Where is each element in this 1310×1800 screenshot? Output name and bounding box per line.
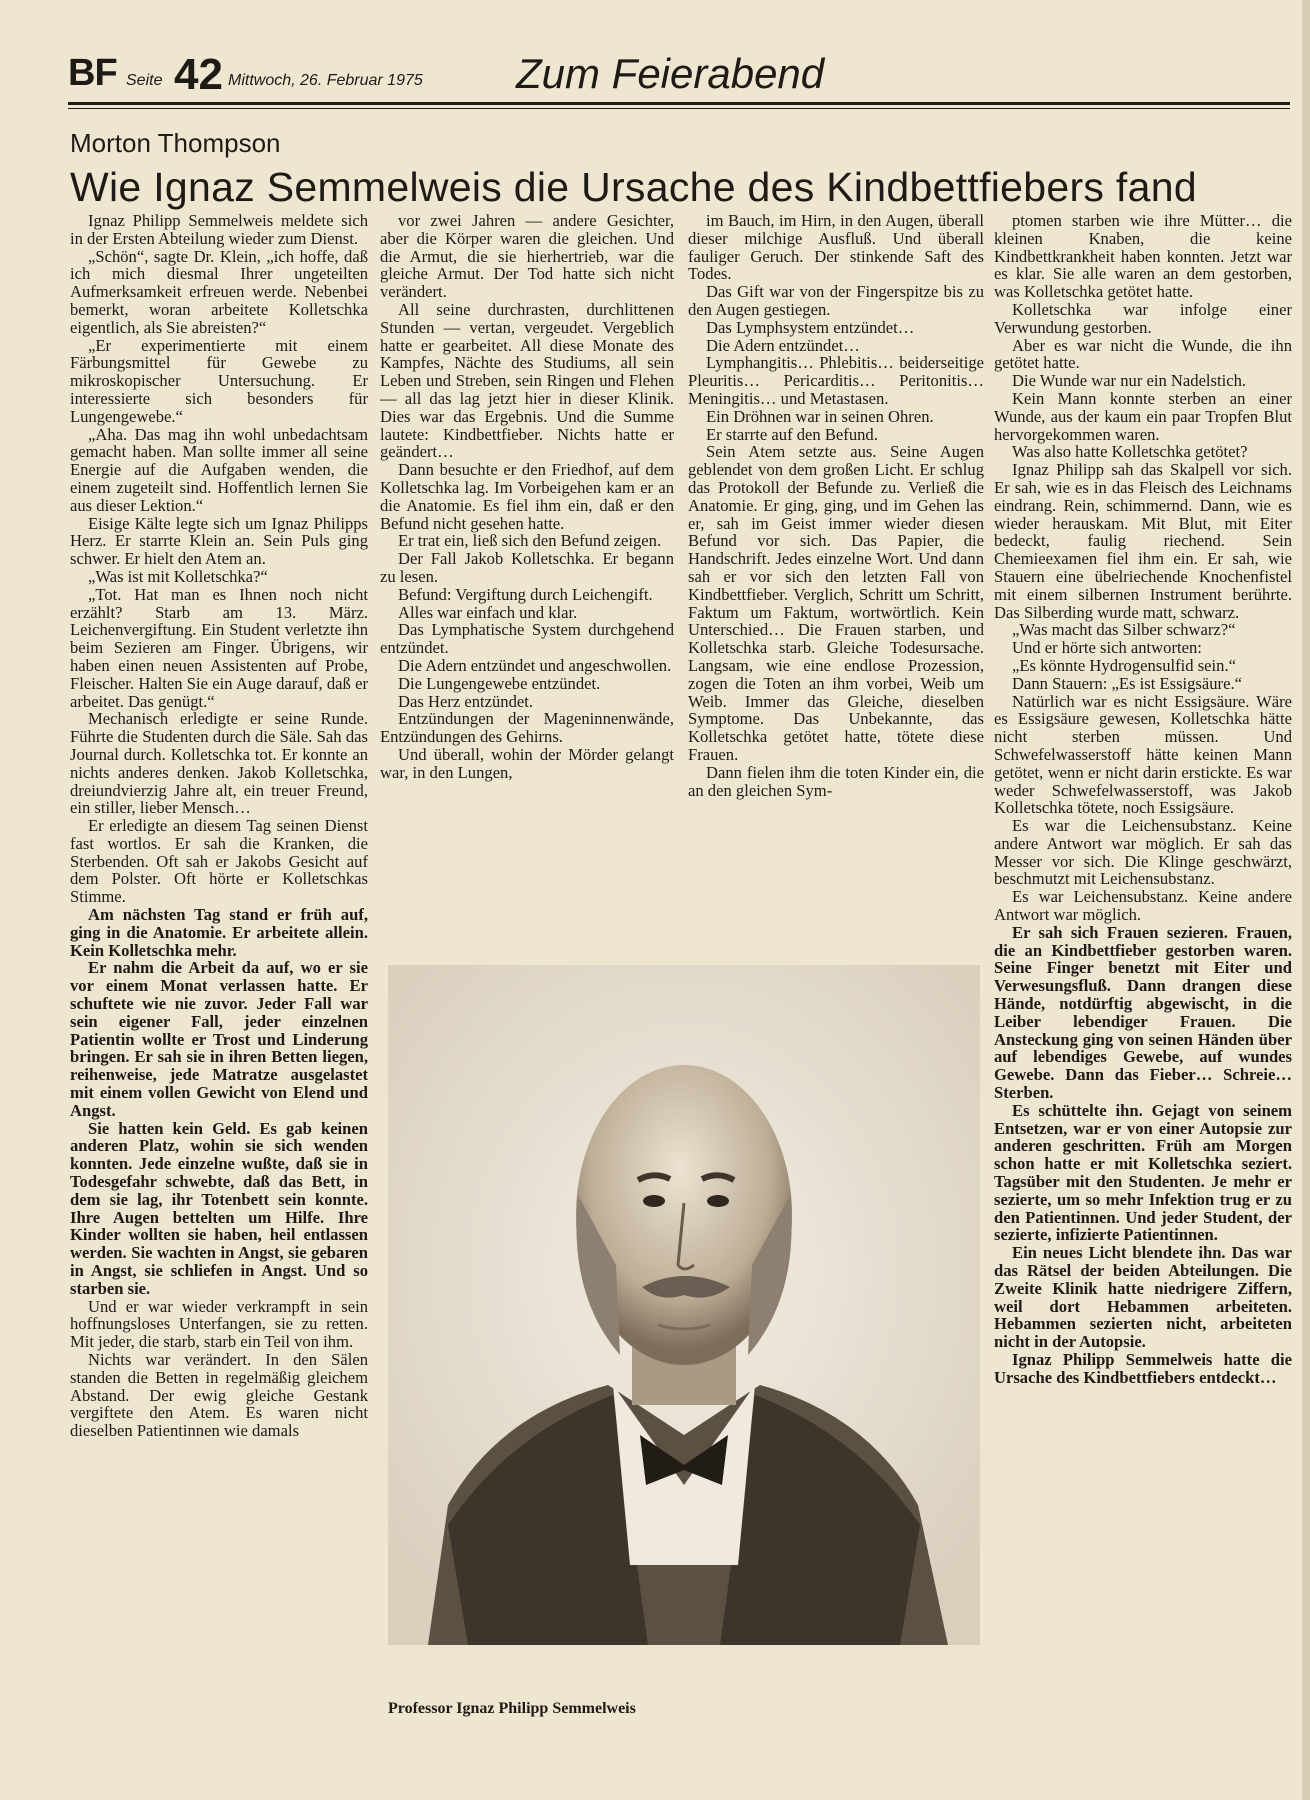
article-paragraph: Aber es war nicht die Wunde, die ihn getötet hatte. <box>994 335 1292 373</box>
page-number: 42 <box>174 50 223 99</box>
column-1 <box>70 212 368 1712</box>
article-paragraph: Lymphangitis… Phlebitis… beiderseitige Pleuritis… Pericarditis… Peritonitis… Meningitis… und Metastasen. <box>688 353 984 408</box>
newspaper-logo: BF <box>68 52 117 94</box>
article-paragraph: „Was ist mit Kolletschka?“ <box>88 566 268 586</box>
author-byline: Morton Thompson <box>70 128 281 158</box>
article-paragraph: Und überall, wohin der Mörder gelangt war, in den Lungen, <box>380 744 674 782</box>
article-paragraph: Mechanisch erledigte er seine Runde. Führte die Studenten durch die Säle. Sah das Journal durch. Kolletschka tot. Er konnte an nichts anderes denken. Jakob Kolletschka, dreiundvierzig Jahre alt, ein treuer Freund, ein stiller, lieber Mensch… <box>70 709 368 818</box>
article-paragraph: All seine durchrasten, durchlittenen Stunden — vertan, vergeudet. Vergeblich hatte er gearbeitet. All diese Monate des Kampfes, Nächte des Studiums, all sein Leben und Streben, sein Ringen und Flehen — all das lag jetzt hier in dieser Klinik. Dies war das Ergebnis. Und die Summe lautete: Kindbettfieber. Nichts hatte er geändert… <box>380 299 674 462</box>
article-paragraph: Dann besuchte er den Friedhof, auf dem Kolletschka lag. Im Vorbeigehen kam er an die Anatomie. Es fiel ihm ein, daß er den Befund nicht gesehen hatte. <box>380 460 674 533</box>
article-paragraph: Er starrte auf den Befund. <box>706 424 878 444</box>
article-paragraph: Natürlich war es nicht Essigsäure. Wäre es Essigsäure gewesen, Kolletschka hätte nicht sterben müssen. Und Schwefelwasserstoff hätte keinen Mann getötet, wenn er nicht darin erstickte. Es war weder Schwefelwasserstoff, was Jakob Kolletschka tötete, noch Essigsäure. <box>994 691 1292 818</box>
article-paragraph: Es war die Leichensubstanz. Keine andere Antwort war möglich. Er sah das Messer vor sich. Die Klinge geschwärzt, beschmutzt mit Leichensubstanz. <box>994 816 1292 889</box>
article-paragraph: „Aha. Das mag ihn wohl unbedachtsam gemacht haben. Man sollte immer all seine Energie auf die Aufgaben wenden, die einem zugeteilt sind. Hoffentlich lernen Sie aus dieser Lektion.“ <box>70 424 368 515</box>
article-paragraph: Ein neues Licht blendete ihn. Das war das Rätsel der beiden Abteilungen. Die Zweite Klinik hatte niedrigere Ziffern, weil dort Hebammen arbeiteten. Hebammen sezierten nicht, arbeiteten nicht in der Autopsie. <box>994 1243 1292 1352</box>
article-headline: Wie Ignaz Semmelweis die Ursache des Kindbettfiebers fand <box>70 164 1197 210</box>
article-paragraph: Und er war wieder verkrampft in sein hoffnungsloses Unterfangen, sie zu retten. Mit jeder, die starb, starb ein Teil von ihm. <box>70 1296 368 1352</box>
article-paragraph: Die Adern entzündet… <box>706 335 860 355</box>
column-2 <box>380 212 674 952</box>
col1-bold <box>70 906 368 1298</box>
article-paragraph: „Was macht das Silber schwarz?“ <box>1012 620 1236 640</box>
page-label: Seite <box>126 72 163 89</box>
photo-caption: Professor Ignaz Philipp Semmelweis <box>388 1700 636 1717</box>
article-paragraph: Nichts war verändert. In den Sälen standen die Betten in regelmäßig gleichem Abstand. Der ewig gleiche Gestank vergiftete den Atem. Es waren nicht dieselben Patientinnen wie damals <box>70 1350 368 1441</box>
masthead <box>68 48 1290 106</box>
article-paragraph: Befund: Vergiftung durch Leichengift. <box>398 584 653 604</box>
col3-text <box>688 212 984 799</box>
article-paragraph: Es war Leichensubstanz. Keine andere Antwort war möglich. <box>994 887 1292 925</box>
article-paragraph: Alles war einfach und klar. <box>398 602 578 622</box>
article-paragraph: Ignaz Philipp Semmelweis meldete sich in der Ersten Abteilung wieder zum Dienst. <box>70 211 368 248</box>
article-paragraph: „Schön“, sagte Dr. Klein, „ich hoffe, daß ich mich diesmal Ihrer ungeteilten Aufmerksamkeit erfreuen werde. Nebenbei bemerkt, woran arbeitete Kolletschka eigentlich, als Sie abreisten?“ <box>70 246 368 337</box>
article-paragraph: Es schüttelte ihn. Gejagt von seinem Entsetzen, war er von einer Autopsie zur anderen geschritten. Früh am Morgen schon hatte er mit Kolletschka seziert. Tagsüber mit den Studenten. Je mehr er sezierte, um so mehr Infektion trug er zu den Patientinnen. Und jeder Student, der sezierte, infizierte Patientinnen. <box>994 1100 1292 1245</box>
article-paragraph: vor zwei Jahren — andere Gesichter, aber die Körper waren die gleichen. Und die Armut, die sie hierhertrieb, war die gleiche Armut. Der Tod hatte sich nicht verändert. <box>380 211 674 302</box>
issue-date: Mittwoch, 26. Februar 1975 <box>228 72 423 89</box>
article-paragraph: Er nahm die Arbeit da auf, wo er sie vor einem Monat verlassen hatte. Er schuftete wie nie zuvor. Jeder Fall war sein eigener Fall, jeder einzelnen Patientin wollte er Trost und Linderung bringen. Er sah sie in ihren Betten liegen, reihenweise, jede Matratze ausgelastet mit einem vollen Gewicht von Elend und Angst. <box>70 958 368 1120</box>
article-paragraph: Ignaz Philipp sah das Skalpell vor sich. Er sah, wie es in das Fleisch des Leichnams eindrang. Rein, schimmernd. Dann, wie es wieder herauskam. Mit Blut, mit Eiter bedeckt, faulig riechend. Sein Chemieexamen fiel ihm ein. Er sah, wie Stauern eine übelriechende Knochenfistel mit einem silbernen Instrument berührte. Das Silberding wurde matt, schwarz. <box>994 460 1292 622</box>
article-paragraph: „Es könnte Hydrogensulfid sein.“ <box>1012 655 1236 675</box>
article-paragraph: Am nächsten Tag stand er früh auf, ging in die Anatomie. Er arbeitete allein. Kein Kolletschka mehr. <box>70 905 368 960</box>
article-paragraph: Die Wunde war nur ein Nadelstich. <box>1012 371 1247 391</box>
col1-regular <box>70 212 368 906</box>
article-paragraph: Dann Stauern: „Es ist Essigsäure.“ <box>1012 673 1242 693</box>
article-paragraph: Sie hatten kein Geld. Es gab keinen anderen Platz, wohin sie sich wenden konnten. Jede einzelne wußte, daß sie in Todesgefahr schwebte, daß das Bett, in dem sie lag, ihr Totenbett sein konnte. Ihre Augen bettelten um Hilfe. Ihre Kinder wollten sie haben, heil entlassen werden. Sie wachten in Angst, sie gebaren in Angst, sie schliefen in Angst. Und so starben sie. <box>70 1118 368 1298</box>
masthead-rule-thin <box>68 108 1290 109</box>
article-paragraph: Er erledigte an diesem Tag seinen Dienst fast wortlos. Er sah die Kranken, die Sterbenden. Oft sah er Jakobs Gesicht auf dem Polster. Oft hörte er Kolletschkas Stimme. <box>70 816 368 907</box>
article-paragraph: Ein Dröhnen war in seinen Ohren. <box>706 406 934 426</box>
portrait-photo <box>388 965 980 1645</box>
column-4 <box>994 212 1292 1732</box>
col4-bold <box>994 924 1292 1387</box>
article-paragraph: Eisige Kälte legte sich um Ignaz Philipps Herz. Er starrte Klein an. Sein Puls ging schwer. Er hielt den Atem an. <box>70 513 368 569</box>
article-paragraph: Er trat ein, ließ sich den Befund zeigen. <box>398 531 662 551</box>
article-paragraph: „Tot. Hat man es Ihnen noch nicht erzählt? Starb am 13. März. Leichenvergiftung. Ein Student verletzte ihn beim Sezieren am Finger. Übrigens, wir haben einen neuen Assistenten auf Probe, Fleischer. Halten Sie ein Auge darauf, daß er arbeitet. Das genügt.“ <box>70 584 368 711</box>
col2-text <box>380 212 674 782</box>
article-paragraph: Das Lymphatische System durchgehend entzündet. <box>380 620 674 658</box>
col1-end <box>70 1298 368 1440</box>
article-paragraph: Sein Atem setzte aus. Seine Augen geblendet von dem großen Licht. Er schlug das Protokoll der Befunde zu. Verließ die Anatomie. Er ging, ging, und im Gehen las er, sah im Geist immer wieder diesen Befund vor sich. Das Papier, die Handschrift. Jedes einzelne Wort. Und dann sah er vor sich den letzten Fall von Kindbettfieber. Verglich, Schritt um Schritt, Faktum um Faktum, wortwörtlich. Kein Unterschied… Die Frauen starben, und Kolletschka starb. Gleiche Todesursache. Langsam, wie eine endlose Prozession, zogen die Toten an ihm vorbei, Weib um Weib. Immer das Gleiche, dieselben Symptome. Das Unbekannte, das Kolletschka getötet hatte, tötete diese Frauen. <box>688 442 984 764</box>
article-paragraph: Dann fielen ihm die toten Kinder ein, die an den gleichen Sym- <box>688 762 984 800</box>
article-paragraph: Kein Mann konnte sterben an einer Wunde, aus der kaum ein paar Tropfen Blut hervorgekommen waren. <box>994 388 1292 444</box>
article-paragraph: Das Herz entzündet. <box>398 691 533 711</box>
article-paragraph: Der Fall Jakob Kolletschka. Er begann zu lesen. <box>380 549 674 586</box>
page-edge <box>1302 0 1310 1800</box>
article-paragraph: Das Lymphsystem entzündet… <box>706 317 915 337</box>
article-paragraph: „Er experimentierte mit einem Färbungsmittel für Gewebe zu mikroskopischer Untersuchung. Er interessierte sich besonders für Lungengewebe.“ <box>70 335 368 426</box>
section-title: Zum Feierabend <box>516 50 825 97</box>
article-paragraph: Die Lungengewebe entzündet. <box>398 673 601 693</box>
article-paragraph: Kolletschka war infolge einer Verwundung gestorben. <box>994 299 1292 337</box>
article-paragraph: Das Gift war von der Fingerspitze bis zu den Augen gestiegen. <box>688 282 984 319</box>
article-paragraph: im Bauch, im Hirn, in den Augen, überall dieser milchige Ausfluß. Und überall fauliger Geruch. Der stinkende Saft des Todes. <box>688 211 984 284</box>
article-paragraph: Ignaz Philipp Semmelweis hatte die Ursache des Kindbettfiebers entdeckt… <box>994 1350 1292 1387</box>
article-paragraph: Er sah sich Frauen sezieren. Frauen, die an Kindbettfieber gestorben waren. Seine Finger benetzt mit Eiter und Verwesungsfluß. Dann drangen diese Hände, notdürftig abgewischt, in die Leiber lebendiger Frauen. Die Ansteckung ging von seinen Händen über auf lebendiges Gewebe, auf wundes Gewebe. Dann das Fieber… Schreie… Sterben. <box>994 922 1292 1103</box>
column-3 <box>688 212 984 952</box>
article-paragraph: Die Adern entzündet und angeschwollen. <box>398 655 672 675</box>
article-paragraph: Und er hörte sich antworten: <box>1012 638 1202 658</box>
masthead-rule <box>68 102 1290 105</box>
article-paragraph: Was also hatte Kolletschka getötet? <box>1012 442 1248 462</box>
article-paragraph: ptomen starben wie ihre Mütter… die kleinen Knaben, die keine Kindbettkrankheit haben konnten. Jetzt war es klar. Sie alle waren an dem gestorben, was Kolletschka getötet hatte. <box>994 211 1292 302</box>
col4-regular <box>994 212 1292 924</box>
article-paragraph: Entzündungen der Mageninnenwände, Entzündungen des Gehirns. <box>380 709 674 747</box>
